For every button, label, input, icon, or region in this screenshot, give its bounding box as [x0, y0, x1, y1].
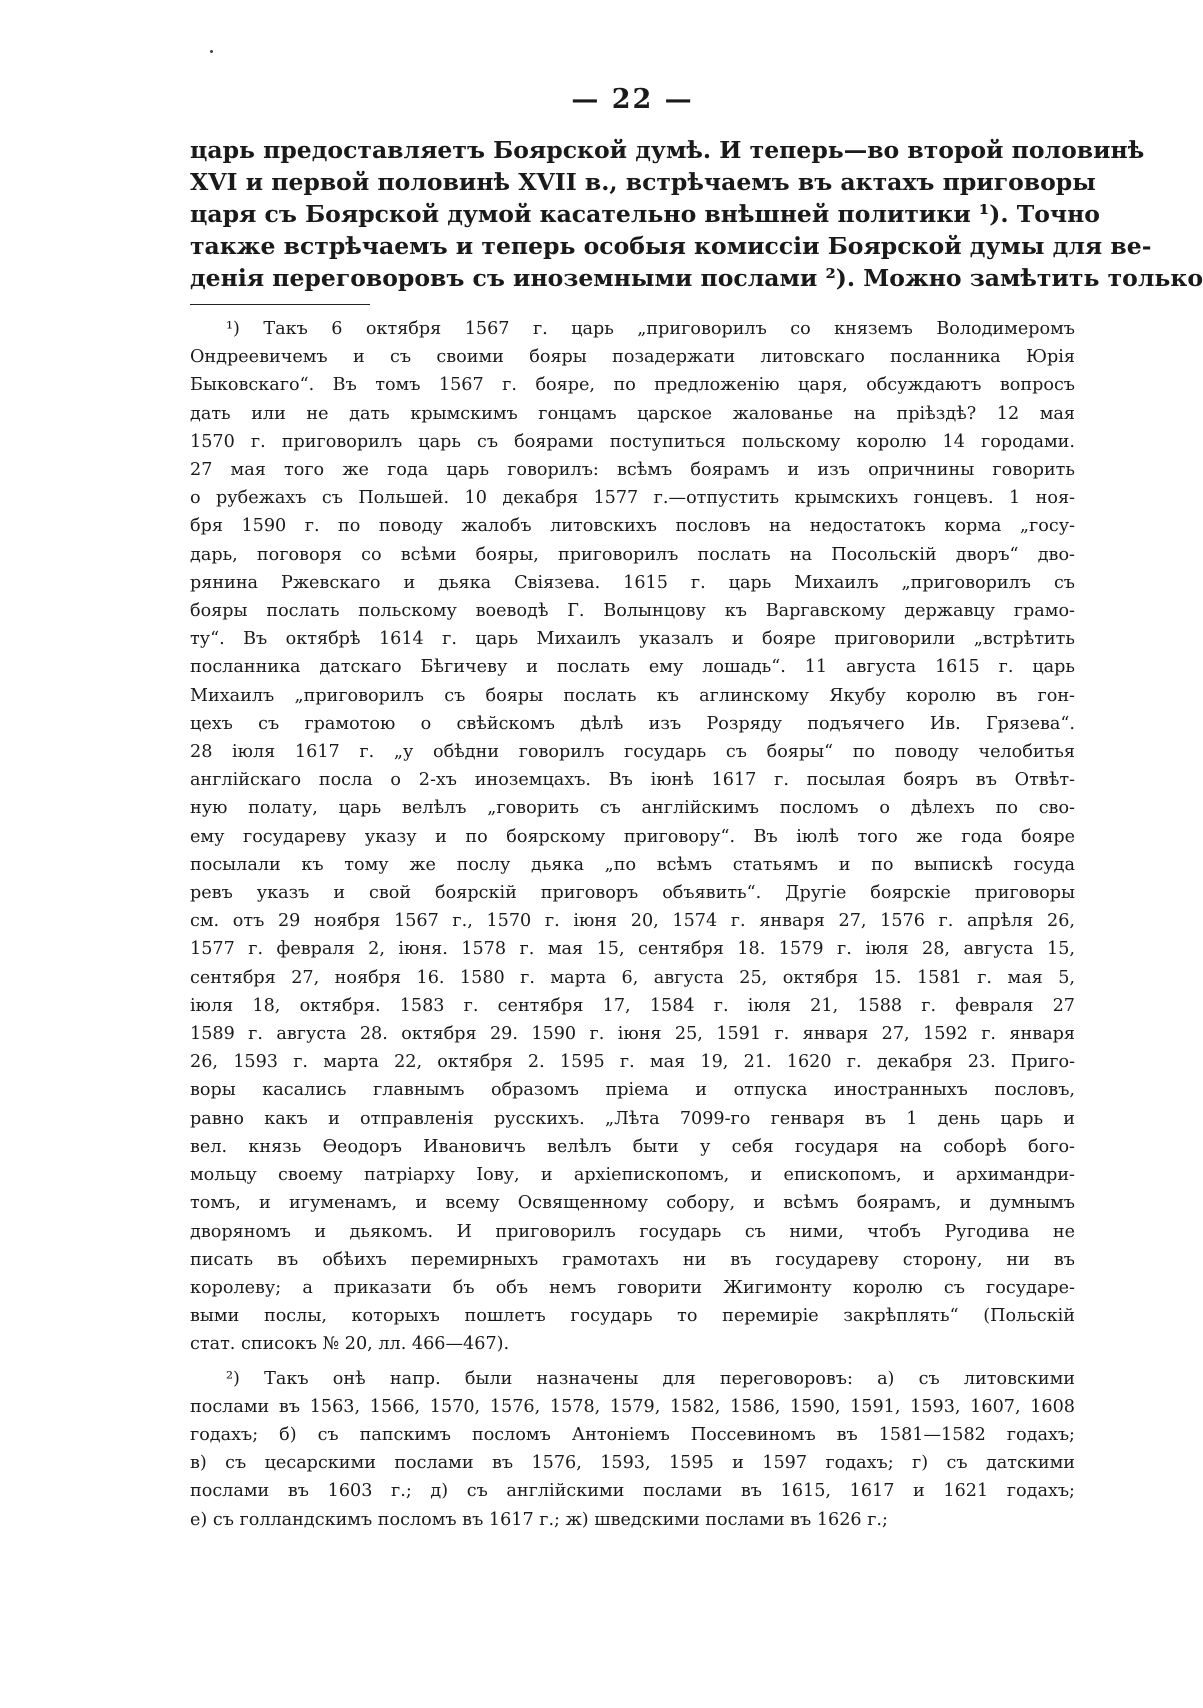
footnote-line: бря 1590 г. по поводу жалобъ литовскихъ пословъ на недостатокъ корма „госу- [190, 516, 1075, 537]
footnote-line: писать въ обѣихъ перемирныхъ грамотахъ ни въ государеву сторону, ни въ [190, 1249, 1075, 1270]
footnote-line: 1577 г. февраля 2, іюня. 1578 г. мая 15, сентября 18. 1579 г. іюля 28, августа 15, [190, 939, 1075, 960]
footnote-line: сентября 27, ноября 16. 1580 г. марта 6, августа 25, октября 15. 1581 г. мая 5, [190, 967, 1075, 988]
book-page [190, 84, 1203, 1534]
footnote-line: ему государеву указу и по боярскому приговору“. Въ іюлѣ того же года бояре [190, 826, 1075, 847]
footnote-line: ревъ указъ и свой боярскій приговоръ объявить“. Другіе боярскіе приговоры [190, 883, 1075, 904]
footnote-line: Михаилъ „приговорилъ съ бояры послать къ аглинскому Якубу королю въ гон- [190, 685, 1075, 706]
main-text-line: царя съ Боярской думой касательно внѣшней политики ¹). Точно [190, 200, 1100, 228]
footnote-line: см. отъ 29 ноября 1567 г., 1570 г. іюня 20, 1574 г. января 27, 1576 г. апрѣля 26, [190, 911, 1075, 932]
footnote-line: ту“. Въ октябрѣ 1614 г. царь Михаилъ указалъ и бояре приговорили „встрѣтить [190, 629, 1075, 650]
footnote-line: посылали къ тому же послу дьяка „по всѣмъ статьямъ и по выпискѣ госуда [190, 854, 1075, 875]
footnote-line: воры касались главнымъ образомъ пріема и отпуска иностранныхъ пословъ, [190, 1080, 1075, 1101]
main-text [190, 134, 1203, 294]
footnote-line: послами въ 1563, 1566, 1570, 1576, 1578, 1579, 1582, 1586, 1590, 1591, 1593, 1607, 1608 [190, 1396, 1075, 1417]
footnote-line: королеву; а приказати бъ объ немъ говорити Жигимонту королю съ государе- [190, 1277, 1075, 1298]
footnote-line: мольцу своему патріарху Іову, и архіепископомъ, и епископомъ, и архимандри- [190, 1165, 1075, 1186]
footnote-line: в) съ цесарскими послами въ 1576, 1593, 1595 и 1597 годахъ; г) съ датскими [190, 1453, 1075, 1474]
footnote-1 [190, 315, 1075, 1359]
main-text-line: денія переговоровъ съ иноземными послами ²). Можно замѣтить только [190, 264, 1203, 292]
footnote-line: дворяномъ и дьякомъ. И приговорилъ государь съ ними, чтобъ Ругодива не [190, 1221, 1075, 1242]
page-number: — 22 — [571, 84, 694, 115]
paper-speck [210, 50, 213, 53]
footnote-line: 28 іюля 1617 г. „у обѣдни говорилъ государь съ бояры“ по поводу челобитья [190, 742, 1075, 763]
footnote-line: стат. списокъ № 20, лл. 466—467). [190, 1334, 510, 1355]
footnote-line: 1589 г. августа 28. октября 29. 1590 г. іюня 25, 1591 г. января 27, 1592 г. января [190, 1024, 1075, 1045]
footnote-line: рянина Ржевскаго и дьяка Свіязева. 1615 г. царь Михаилъ „приговорилъ съ [190, 572, 1075, 593]
footnote-line: дать или не дать крымскимъ гонцамъ царское жалованье на пріѣздѣ? 12 мая [190, 403, 1075, 424]
footnote-line: цехъ съ грамотою о свѣйскомъ дѣлѣ изъ Розряду подъячего Ив. Грязева“. [190, 713, 1075, 734]
footnote-line: о рубежахъ съ Польшей. 10 декабря 1577 г.—отпустить крымскихъ гонцевъ. 1 ноя- [190, 488, 1075, 509]
footnote-line: 1570 г. приговорилъ царь съ боярами поступиться польскому королю 14 городами. [190, 431, 1075, 452]
footnote-line: дарь, поговоря со всѣми бояры, приговорилъ послать на Посольскій дворъ“ дво- [190, 544, 1075, 565]
footnote-line: 27 мая того же года царь говорилъ: всѣмъ боярамъ и изъ опричнины говорить [190, 460, 1075, 481]
footnote-line: равно какъ и отправленія русскихъ. „Лѣта 7099-го генваря въ 1 день царь и [190, 1108, 1075, 1129]
footnote-line: ную полату, царь велѣлъ „говорить съ англійскимъ посломъ о дѣлехъ по сво- [190, 798, 1075, 819]
footnote-line: англійскаго посла о 2-хъ иноземцахъ. Въ іюнѣ 1617 г. посылая бояръ въ Отвѣт- [190, 770, 1075, 791]
footnote-line: ²) Такъ онѣ напр. были назначены для переговоровъ: а) съ литовскими [226, 1368, 1075, 1389]
footnote-2 [190, 1365, 1075, 1534]
footnote-line: іюля 18, октября. 1583 г. сентября 17, 1584 г. іюля 21, 1588 г. февраля 27 [190, 995, 1075, 1016]
footnote-line: Ондреевичемъ и съ своими бояры позадержати литовскаго посланника Юрія [190, 347, 1075, 368]
main-text-line: XVI и первой половинѣ XVII в., встрѣчаемъ въ актахъ приговоры [190, 168, 1096, 196]
main-text-line: царь предоставляетъ Боярской думѣ. И теперь—во второй половинѣ [190, 136, 1145, 164]
footnote-line: томъ, и игуменамъ, и всему Освященному собору, и всѣмъ боярамъ, и думнымъ [190, 1193, 1075, 1214]
footnote-line: е) съ голландскимъ посломъ въ 1617 г.; ж) шведскими послами въ 1626 г.; [190, 1509, 888, 1530]
footnote-line: годахъ; б) съ папскимъ посломъ Антоніемъ Поссевиномъ въ 1581—1582 годахъ; [190, 1424, 1075, 1445]
footnote-divider [190, 304, 370, 305]
footnote-line: выми послы, которыхъ пошлетъ государь то перемиріе закрѣплять“ (Польскій [190, 1306, 1075, 1327]
footnote-line: вел. князь Ѳеодоръ Ивановичъ велѣлъ быти у себя государя на соборѣ бого- [190, 1136, 1075, 1157]
footnote-line: ¹) Такъ 6 октября 1567 г. царь „приговорилъ со княземъ Володимеромъ [226, 319, 1075, 339]
main-text-line: также встрѣчаемъ и теперь особыя комиссіи Боярской думы для ве- [190, 232, 1152, 260]
footnote-line: послами въ 1603 г.; д) съ англійскими послами въ 1615, 1617 и 1621 годахъ; [190, 1481, 1075, 1502]
footnote-line: посланника датскаго Бѣгичеву и послать ему лошадь“. 11 августа 1615 г. царь [190, 657, 1075, 678]
footnote-line: Быковскаго“. Въ томъ 1567 г. бояре, по предложенію царя, обсуждаютъ вопросъ [190, 375, 1075, 396]
footnote-line: 26, 1593 г. марта 22, октября 2. 1595 г. мая 19, 21. 1620 г. декабря 23. Приго- [190, 1052, 1075, 1073]
footnote-line: бояры послать польскому воеводѣ Г. Волынцову къ Варгавскому державцу грамо- [190, 601, 1075, 622]
